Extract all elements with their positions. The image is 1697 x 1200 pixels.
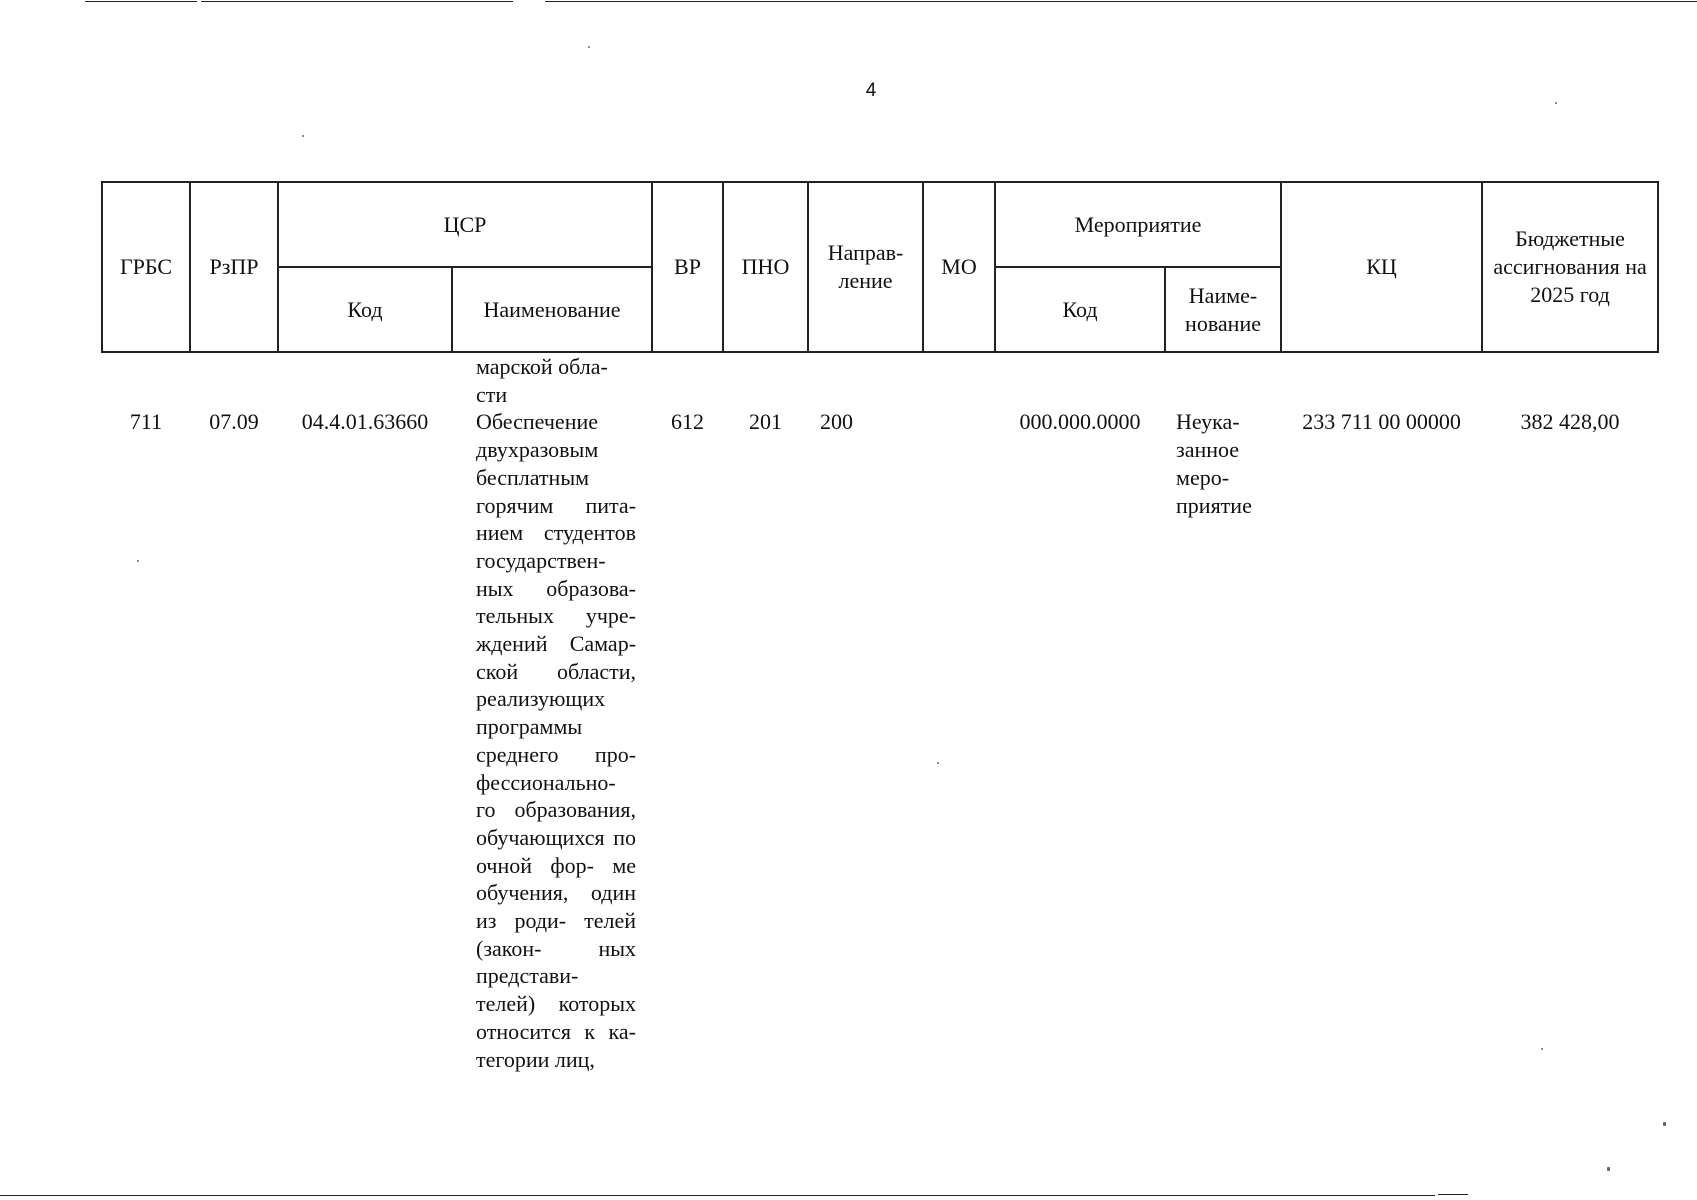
page-number: 4: [865, 80, 877, 101]
cell-direction: 200: [820, 409, 854, 435]
continuation-row: [102, 352, 1658, 408]
scan-speck: [1607, 1167, 1610, 1171]
header-budget: Бюджетные ассигнования на 2025 год: [1482, 182, 1658, 352]
table-row: [102, 408, 1658, 1073]
top-rule-left: [85, 1, 197, 2]
scan-speck: [302, 135, 304, 137]
header-grbs: ГРБС: [102, 182, 190, 352]
continuation-text: марской обла- сти: [476, 354, 608, 407]
cell-csr-code: 04.4.01.63660: [301, 409, 429, 435]
header-event-name: Наиме- нование: [1165, 267, 1281, 352]
cell-rzpr: 07.09: [209, 409, 259, 435]
top-rule-middle: [201, 1, 513, 2]
scan-speck: [1663, 1122, 1666, 1126]
scan-speck: [937, 762, 939, 764]
header-mo: МО: [923, 182, 995, 352]
bottom-rule-fragment: [1438, 1194, 1468, 1195]
scan-speck: [137, 560, 139, 562]
cell-grbs: 711: [129, 409, 163, 435]
cell-budget: 382 428,00: [1520, 409, 1620, 435]
cell-event-code: 000.000.0000: [1019, 409, 1141, 435]
cell-pno: 201: [749, 409, 783, 435]
cell-event-name: Неука- занное меро- приятие: [1176, 409, 1252, 518]
header-event: Мероприятие: [995, 182, 1281, 267]
header-rzpr: РзПР: [190, 182, 278, 352]
header-kc: КЦ: [1281, 182, 1482, 352]
cell-mo: [923, 408, 995, 1073]
top-rule-right: [545, 1, 1697, 2]
header-direction: Направ- ление: [808, 182, 923, 352]
budget-allocation-table: [101, 181, 1659, 1073]
header-vr: ВР: [652, 182, 723, 352]
header-csr-code: Код: [278, 267, 452, 352]
header-event-code: Код: [995, 267, 1165, 352]
cell-csr-name: Обеспечение двухразовым бесплатным горячим пита- нием студентов государствен- ных образова- тельных учре- ждений Самар- ской области, реализующих программы среднего про- фессионально- го образования, обучающихся по очной фор- ме обучения, один из роди- телей (закон- ных представи- телей) которых относится к ка- тегории лиц,: [476, 409, 637, 1072]
header-csr-name: Наименование: [452, 267, 652, 352]
header-csr: ЦСР: [278, 182, 652, 267]
scan-speck: [1555, 102, 1557, 104]
header-pno: ПНО: [723, 182, 808, 352]
cell-kc: 233 711 00 00000: [1302, 409, 1461, 435]
scan-speck: [1541, 1048, 1543, 1050]
scan-speck: [588, 46, 590, 48]
bottom-rule: [0, 1195, 1435, 1196]
cell-vr: 612: [671, 409, 705, 435]
